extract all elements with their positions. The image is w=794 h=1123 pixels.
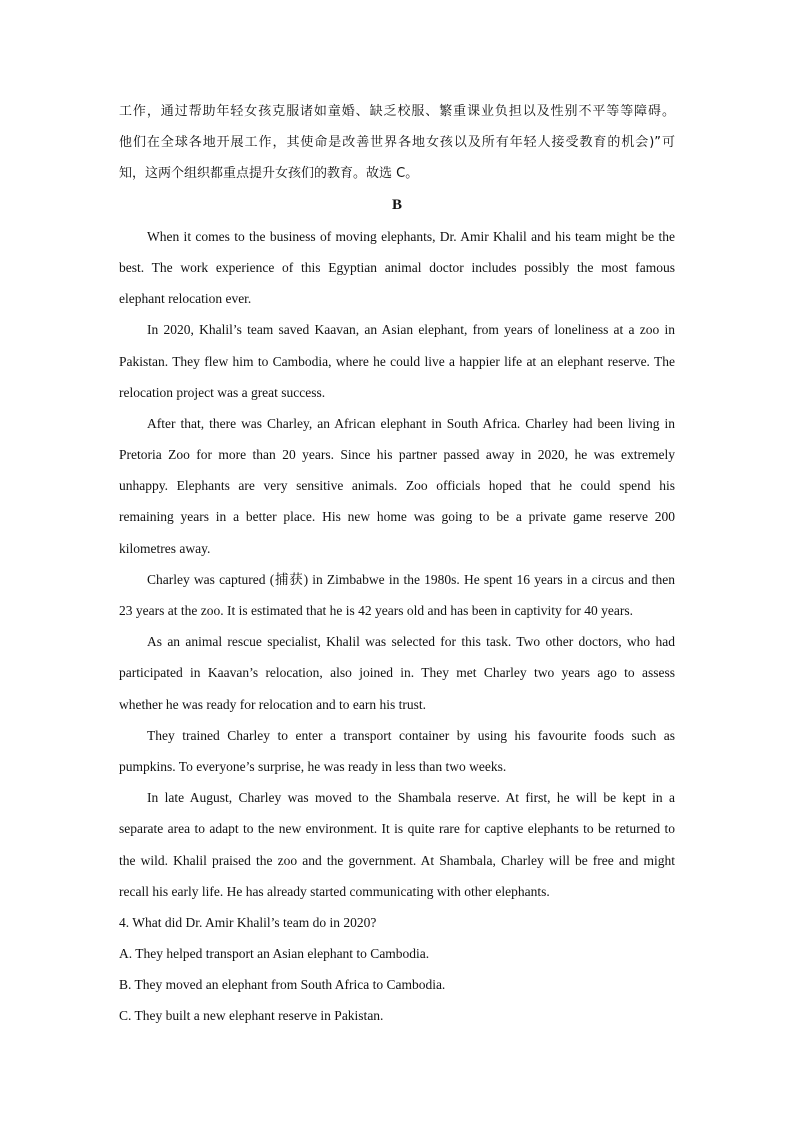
paragraph-4 [119, 564, 675, 626]
text-line: As an animal rescue specialist, Khalil was selected for this task. Two other doctors, who had [147, 634, 675, 650]
paragraph-7 [119, 782, 675, 907]
section-title: B [391, 196, 402, 213]
paragraph-2 [119, 314, 675, 408]
text-line: participated in Kaavan’s relocation, also joined in. They met Charley two years ago to assess [119, 665, 675, 681]
text-line: 他们在全球各地开展工作，其使命是改善世界各地女孩以及所有年轻人接受教育的机会)”可 [119, 135, 675, 151]
chinese-explanation [119, 96, 675, 190]
text-line: In 2020, Khalil’s team saved Kaavan, an Asian elephant, from years of loneliness at a zoo in [147, 322, 675, 338]
text-line: remaining years in a better place. His new home was going to be a private game reserve 200 [119, 509, 675, 525]
text-line: They trained Charley to enter a transport container by using his favourite foods such as [147, 727, 675, 743]
paragraph-1 [119, 221, 675, 315]
text-line: recall his early life. He has already started communicating with other elephants. [119, 883, 550, 899]
text-line: Pretoria Zoo for more than 20 years. Since his partner passed away in 2020, he was extremely [119, 447, 675, 463]
document-page [119, 96, 675, 1032]
text-line: elephant relocation ever. [119, 291, 252, 307]
text-line: best. The work experience of this Egyptian animal doctor includes possibly the most famous [119, 259, 675, 275]
paragraph-3 [119, 408, 675, 564]
text-line: separate area to adapt to the new environment. It is quite rare for captive elephants to be returned to [119, 821, 675, 837]
text-line: Charley was captured (捕获) in Zimbabwe in the 1980s. He spent 16 years in a circus and then [147, 571, 675, 587]
text-line: the wild. Khalil praised the zoo and the government. At Shambala, Charley will be free and might [119, 852, 675, 868]
answer-option-c: C. They built a new elephant reserve in Pakistan. [119, 1008, 384, 1024]
question-block [119, 907, 675, 1032]
answer-option-b: B. They moved an elephant from South Africa to Cambodia. [119, 977, 446, 993]
question-stem: 4. What did Dr. Amir Khalil’s team do in 2020? [119, 914, 377, 930]
text-line: After that, there was Charley, an African elephant in South Africa. Charley had been living in [147, 415, 675, 431]
text-line: kilometres away. [119, 540, 211, 556]
text-line: Pakistan. They flew him to Cambodia, where he could live a happier life at an elephant reserve. The [119, 353, 675, 369]
text-line: unhappy. Elephants are very sensitive animals. Zoo officials hoped that he could spend his [119, 478, 675, 494]
text-line: In late August, Charley was moved to the Shambala reserve. At first, he will be kept in a [147, 790, 675, 806]
text-line: 23 years at the zoo. It is estimated that he is 42 years old and has been in captivity for 40 years. [119, 603, 633, 618]
paragraph-5 [119, 626, 675, 720]
paragraph-6 [119, 720, 675, 782]
text-line: When it comes to the business of moving elephants, Dr. Amir Khalil and his team might be the [147, 228, 675, 244]
text-line: pumpkins. To everyone’s surprise, he was ready in less than two weeks. [119, 758, 507, 774]
text-line: relocation project was a great success. [119, 384, 326, 400]
text-line: whether he was ready for relocation and to earn his trust. [119, 696, 427, 712]
text-line: 工作，通过帮助年轻女孩克服诸如童婚、缺乏校服、繁重课业负担以及性别不平等等障碍。 [119, 104, 675, 119]
answer-option-a: A. They helped transport an Asian elephant to Cambodia. [119, 946, 430, 962]
text-line: 知，这两个组织都重点提升女孩们的教育。故选 C。 [119, 166, 419, 182]
